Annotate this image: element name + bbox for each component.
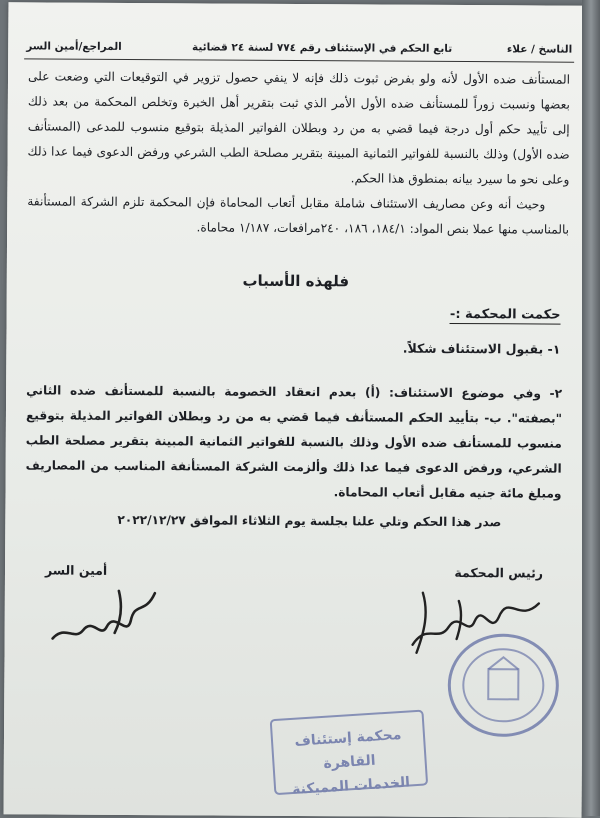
paragraph: المستأنف ضده الأول لأنه ولو بفرض ثبوت ذلك فإنه لا ينفي حصول تزوير في التوقيعات التي وضعت على بعضها ونسبت زوراً للمستأنف ضده الأول الأمر الذي ثبت بتقرير أهل الخبرة وتخلص المحكمة من بعد ذلك إلى تأييد حكم أول درجة فيما قضي به من رد وبطلان الفواتير المذيلة بتوقيع منسوب للمدعى (المستأنف ضده الأول) وذلك بالنسبة للفواتير الثمانية المبينة بتقرير مصلحة الطب الشرعي ورفض الدعوى فيما عدا ذلك وعلى نحو ما سيرد بيانه بمنطوق هذا الحكم. [27,69,571,187]
ruling-item: ١- بقبول الاستئناف شكلاً. [402,340,561,357]
case-reference: تابع الحكم في الإستئناف رقم ٧٧٤ لسنة ٢٤ قضائية [191,41,453,55]
issued-line: صدر هذا الحكم وتلي علنا بجلسة يوم الثلاثاء الموافق ٢٠٢٢/١٢/٢٧ [117,512,502,530]
automation-stamp [270,710,429,799]
section-title: فلهذه الأسباب [242,271,350,291]
ruling-item: ٢- وفي موضوع الاستئناف: (أ) بعدم انعقاد الخصومة بالنسبة للمستأنف ضده الثاني "بصفته". ب- بتأييد الحكم المستأنف فيما قضي به من رد وبطلان الفواتير المذيلة بتوقيع منسوب للمستأنف ضده الأول وذلك بالنسبة للفواتير الثمانية المبينة بتقرير مصلحة الطب الشرعي، ورفض الدعوى فيما عدا ذلك وألزمت الشركة المستأنفة المناسب من المصاريف ومبلغ مائة جنيه مقابل أتعاب المحاماة. [25,383,563,501]
stamp-line: محكمة إستئناف القاهرة [294,726,402,772]
secretary-signature-icon [35,580,165,651]
reasoning-text [27,64,570,242]
court-seal-icon [444,629,563,742]
secretary-label: رئيس المحكمة [454,564,544,581]
president-label: أمين السر [44,562,108,578]
stamp-line: الخدمات المميكنة [291,774,411,799]
ruling-heading: حكمت المحكمة :- [449,306,561,323]
reviewer-label: المراجع/أمين السر [26,40,122,53]
scanner-edge [582,0,600,816]
document-page [4,2,587,818]
typist-label: الناسخ / علاء [506,43,573,56]
paragraph: وحيث أنه وعن مصاريف الاستئناف شاملة مقابل أتعاب المحاماة فإن المحكمة تلزم الشركة المستأنفة بالمناسب منها عملا بنص المواد: ١٨٤/١، ١٨٦، ٢٤٠مرافعات، ١/١٨٧ محاماة. [27,194,570,237]
